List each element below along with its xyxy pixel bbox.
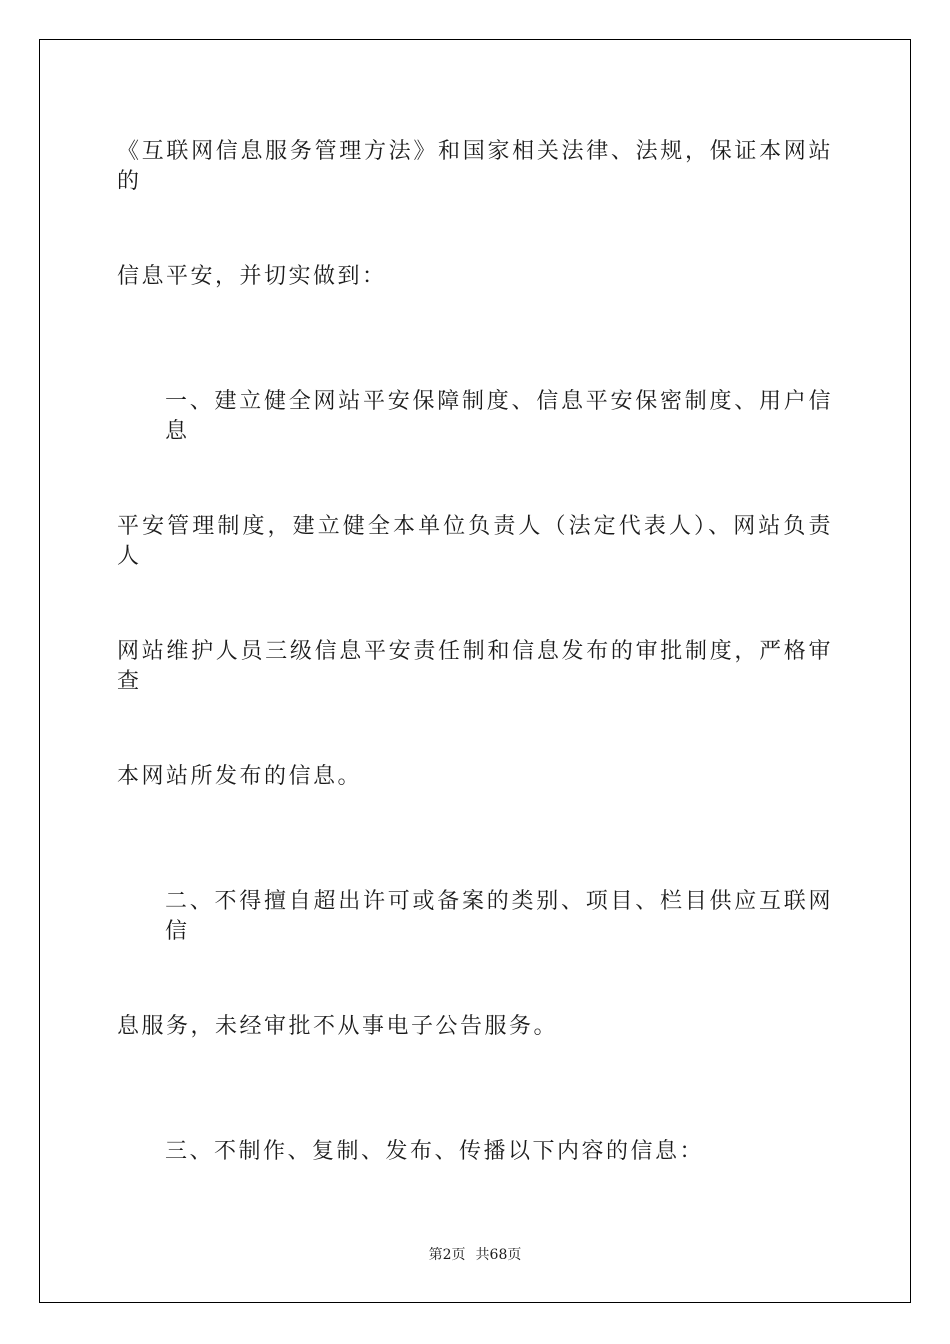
body-line-7: 二、不得擅自超出许可或备案的类别、项目、栏目供应互联网信: [165, 889, 833, 944]
body-line-5: 网站维护人员三级信息平安责任制和信息发布的审批制度，严格审查: [117, 639, 833, 694]
page-footer: [0, 1246, 950, 1264]
body-line-3: 一、建立健全网站平安保障制度、信息平安保密制度、用户信息: [165, 389, 833, 444]
page-total: 共68页: [475, 1247, 522, 1263]
body-line-8: 息服务，未经审批不从事电子公告服务。: [117, 1014, 559, 1039]
body-line-4: 平安管理制度，建立健全本单位负责人（法定代表人）、网站负责人: [117, 514, 833, 569]
body-line-9: 三、不制作、复制、发布、传播以下内容的信息：: [165, 1139, 705, 1164]
page-number: 第2页: [428, 1247, 466, 1263]
body-line-2: 信息平安，并切实做到：: [117, 264, 387, 289]
body-line-1: 《互联网信息服务管理方法》和国家相关法律、法规，保证本网站的: [117, 139, 833, 194]
body-line-6: 本网站所发布的信息。: [117, 764, 363, 789]
